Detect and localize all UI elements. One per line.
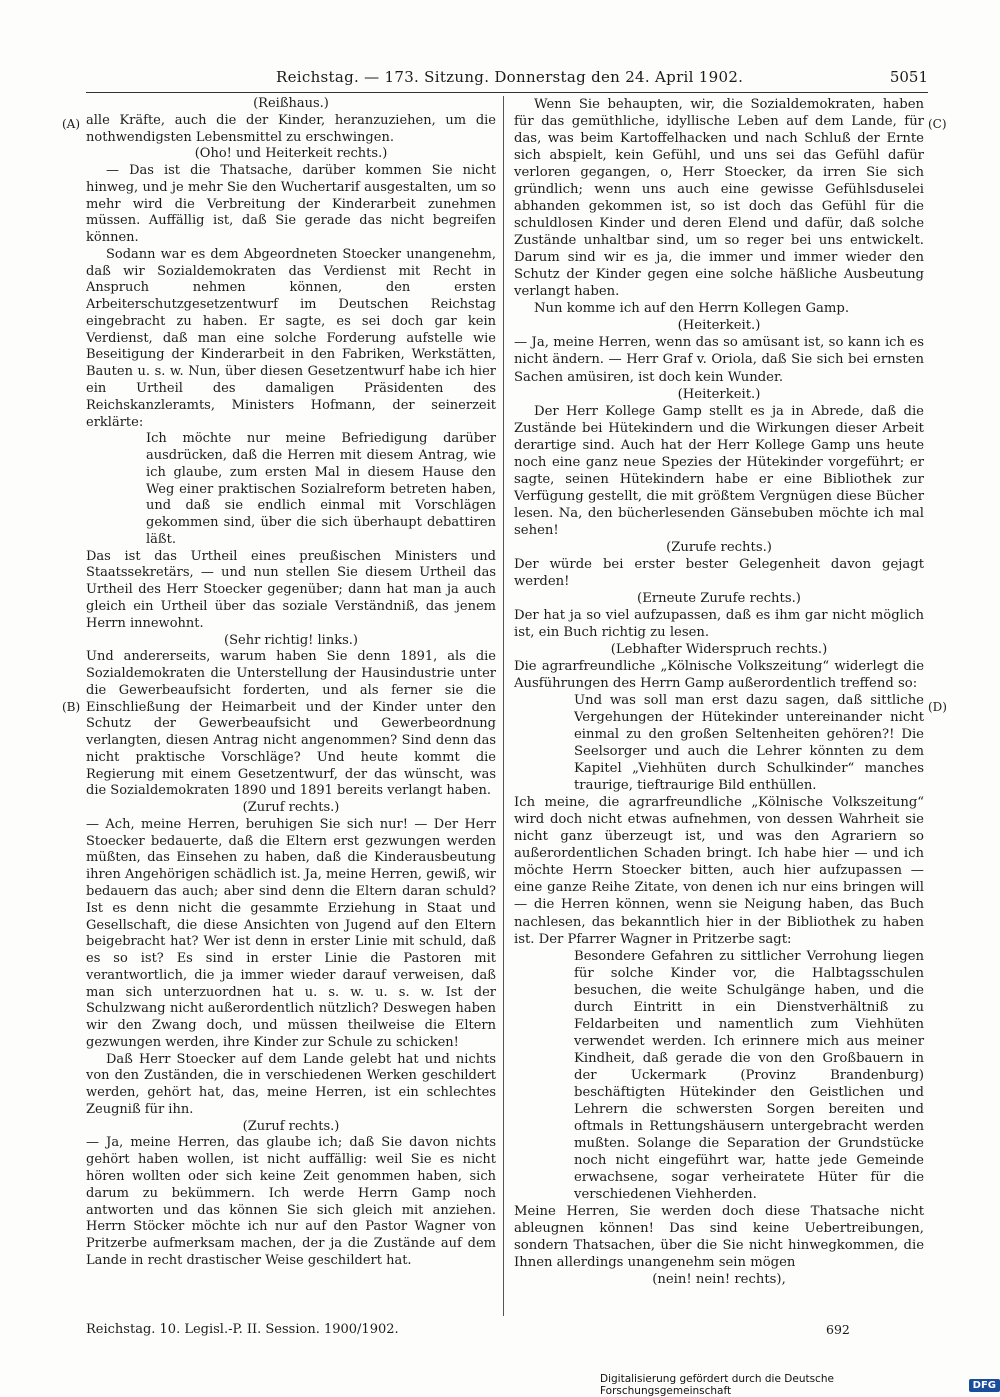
left-paragraph: Und andererseits, warum haben Sie denn 1891, als die Sozialdemokraten die Unterstellung der Hausindustrie unter die Gewerbeaufsicht forderten, und als ferner sie die Einschließung der Heimarbeit und der Kinder unter den Schutz der Gewerbeaufsicht und Gewerbeordnung verlangten, diesen Antrag nicht angenommen? Sind denn das nicht praktische Vorschläge? Und heute kommt die Regierung mit einem Gesetzentwurf, der das wünscht, was die Sozialdemokraten 1890 und 1891 bereits verlangt haben. (86, 649, 496, 799)
left-paragraph: — Ja, meine Herren, das glaube ich; daß Sie davon nichts gehört haben wollen, ist nicht auffällig: weil Sie es nicht hören wollten oder sich keine Zeit genommen haben, sich darum zu bekümmern. Ich werde Herrn Gamp noch antworten und das können Sie sich gleich mit anziehen. Herrn Stöcker möchte ich nur auf den Pastor Wagner von Pritzerbe aufmerksam machen, der ja die Zustände auf dem Lande in recht drastischer Weise geschildert hat. (86, 1135, 496, 1268)
running-header (86, 64, 928, 92)
right-interjection: (Erneute Zurufe rechts.) (637, 590, 801, 606)
right-paragraph: Nun komme ich auf den Herrn Kollegen Gamp. (534, 301, 850, 317)
left-interjection: (Oho! und Heiterkeit rechts.) (194, 146, 388, 162)
dfg-logo: DFG (969, 1379, 1000, 1392)
footer-imprint: Reichstag. 10. Legisl.-P. II. Session. 1900/1902. (86, 1322, 399, 1337)
left-quotation: Ich möchte nur meine Befriedigung darüber ausdrücken, daß die Herren mit diesem Antrag, wie ich glaube, zum ersten Mal in diesem Hause den Weg einer praktischen Sozialreform betreten haben, und daß sie endlich einmal mit Vorschlägen gekommen sind, über die sich überhaupt debattiren läßt. (146, 431, 496, 547)
right-quotation: Besondere Gefahren zu sittlicher Verrohung liegen für solche Kinder vor, die Halbtagsschulen besuchen, die weite Schulgänge haben, und die durch Eintritt in ein Dienstverhältniß zu Feldarbeiten und namentlich zum Viehhüten verwendet werden. Ich erinnere mich aus meiner Kindheit, daß gerade die von den Großbauern in der Uckermark (Provinz Brandenburg) beschäftigten Hütekinder den Geistlichen und Lehrern die schwersten Sorgen bereiten und oftmals in Rettungshäusern untergebracht werden mußten. Solange die Separation der Grundstücke noch nicht eingeführt war, hatte jede Gemeinde erwachsene, sogar verheiratete Hüter für die verschiedenen Viehherden. (574, 948, 924, 1202)
header-rule (86, 92, 928, 93)
running-title: Reichstag. — 173. Sitzung. Donnerstag den 24. April 1902. (276, 68, 744, 86)
right-paragraph: Meine Herren, Sie werden doch diese Thatsache nicht ableugnen können! Das sind keine Uebertreibungen, sondern Thatsachen, über die Sie nicht hinwegkommen, die Ihnen allerdings unangenehm sein mögen (514, 1204, 924, 1271)
digitization-note (600, 1373, 1000, 1397)
right-paragraph: Der hat ja so viel aufzupassen, daß es ihm gar nicht möglich ist, ein Buch richtig zu lesen. (514, 607, 924, 640)
left-interjection: (Sehr richtig! links.) (224, 632, 358, 648)
left-paragraph: Sodann war es dem Abgeordneten Stoecker unangenehm, daß wir Sozialdemokraten das Verdienst mit Recht in Anspruch nehmen können, den ersten Arbeiterschutzgesetzentwurf im Deutschen Reichstag eingebracht zu haben. Er sagte, es sei doch gar kein Verdienst, daß man eine solche Forderung aufstelle wie Beseitigung der Kinderarbeit in den Fabriken, Werkstätten, Bauten u. s. w. Nun, über diesen Gesetzentwurf habe ich hier ein Urtheil des damaligen Präsidenten des Reichskanzleramts, Ministers Hofmann, der seinerzeit erklärte: (86, 246, 496, 430)
left-paragraph: Daß Herr Stoecker auf dem Lande gelebt hat und nichts von den Zuständen, die in verschiedenen Werken geschildert werden, gehört hat, das, meine Herren, ist ein schlechtes Zeugniß für ihn. (86, 1051, 496, 1117)
right-quotation: Und was soll man erst dazu sagen, daß sittliche Vergehungen der Hütekinder untereinander nicht einmal zu den großen Seltenheiten gehören?! Die Seelsorger und auch die Lehrer könnten zu dem Kapitel „Viehhüten durch Schulkinder“ manches traurige, tieftraurige Bild enthüllen. (574, 693, 924, 794)
left-column (86, 96, 496, 1270)
left-paragraph: alle Kräfte, auch die der Kinder, heranzuziehen, um die nothwendigsten Lebensmittel zu erschwingen. (86, 112, 496, 145)
left-paragraph: — Das ist die Thatsache, darüber kommen Sie nicht hinweg, und je mehr Sie den Wuchertarif ausgestalten, um so mehr wird die Verbreitung der Kinderarbeit zunehmen müssen. Auffällig ist, daß Sie gerade das nicht begreifen können. (86, 163, 496, 246)
footer-signature: 692 (826, 1322, 850, 1337)
margin-label-d: (D) (928, 700, 947, 714)
left-interjection: (Zuruf rechts.) (242, 800, 340, 816)
right-column (514, 96, 924, 1288)
right-paragraph: Die agrarfreundliche „Kölnische Volkszeitung“ widerlegt die Ausführungen des Herrn Gamp außerordentlich treffend so: (514, 659, 924, 692)
margin-label-a: (A) (62, 117, 81, 131)
margin-label-c: (C) (928, 117, 947, 131)
digitization-text: Digitalisierung gefördert durch die Deutsche Forschungsgemeinschaft (600, 1373, 834, 1397)
right-paragraph: Wenn Sie behaupten, wir, die Sozialdemokraten, haben für das gemüthliche, idyllische Leben auf dem Lande, für das, was beim Kartoffelhacken und nach Schluß der Ernte sich abspielt, kein Gefühl, und uns sei das Gefühl dafür verloren gegangen, o, Herr Stoecker, da irren Sie sich gründlich; wenn uns auch eine gewisse Gefühlsduselei abhanden gekommen ist, so ist doch das Gefühl für die schuldlosen Kinder und deren Elend und dafür, daß solche Zustände unhaltbar sind, um so reger bei uns entwickelt. Darum sind wir es ja, die immer und immer wieder den Schutz der Kinder gegen eine solche häßliche Ausbeutung verlangt haben. (514, 97, 924, 300)
right-paragraph: — Ja, meine Herren, wenn das so amüsant ist, so kann ich es nicht ändern. — Herr Graf v. Oriola, daß Sie sich bei ernsten Sachen amüsiren, ist doch kein Wunder. (514, 335, 924, 385)
left-paragraph: — Ach, meine Herren, beruhigen Sie sich nur! — Der Herr Stoecker bedauerte, daß die Eltern erst gezwungen werden müßten, das Einsehen zu haben, daß die Kinderausbeutung ihren Angehörigen schädlich ist. Ja, meine Herren, gewiß, wir bedauern das auch; aber sind denn die Eltern daran schuld? Ist es denn nicht die gesammte Erziehung in Staat und Gesellschaft, die diese Ansichten von Jugend auf den Eltern beigebracht hat? Wer ist denn in erster Linie mit schuld, daß es so ist? Es sind in erster Linie die Pastoren mit verantwortlich, die ja immer wieder darauf verweisen, daß man sich unterzuordnen hat u. s. w. u. s. w. Ist der Schulzwang nicht außerordentlich nützlich? Deswegen haben wir den Zwang doch, und müssen theilweise die Eltern gezwungen werden, ihre Kinder zur Schule zu schicken! (86, 816, 496, 1050)
right-interjection: (Heiterkeit.) (677, 318, 761, 334)
right-paragraph: Der würde bei erster bester Gelegenheit davon gejagt werden! (514, 556, 924, 589)
column-divider (503, 96, 504, 1316)
right-interjection: (nein! nein! rechts), (652, 1272, 786, 1288)
right-interjection: (Zurufe rechts.) (666, 539, 772, 555)
left-interjection: (Reißhaus.) (253, 96, 329, 111)
right-paragraph: Der Herr Kollege Gamp stellt es ja in Abrede, daß die Zustände bei Hütekindern und die Wirkungen dieser Arbeit derartige sind. Auch hat der Herr Kollege Gamp uns heute noch eine ganz neue Spezies der Hütekinder vorgeführt; er sagte, seinen Hütekindern habe er eine Bibliothek zur Verfügung gestellt, die mit größtem Vergnügen diese Bücher lesen. Na, den bücherlesenden Gänsebuben möchte ich mal sehen! (514, 403, 924, 538)
margin-label-b: (B) (62, 700, 81, 714)
left-paragraph: Das ist das Urtheil eines preußischen Ministers und Staatssekretärs, — und nun stellen Sie diesem Urtheil das Urtheil des Herr Stoecker gegenüber; dann hat man ja auch gleich ein Urtheil über das soziale Verständniß, das jenem Herrn innewohnt. (86, 548, 496, 631)
left-interjection: (Zuruf rechts.) (242, 1118, 340, 1134)
right-paragraph: Ich meine, die agrarfreundliche „Kölnische Volkszeitung“ wird doch nicht etwas aufnehmen, von dessen Wahrheit sie nicht ganz überzeugt ist, und was den Agrariern so außerordentlichen Schaden bringt. Ich habe hier — und ich möchte Herrn Stoecker bitten, auch hier aufzupassen — eine ganze Reihe Zitate, von denen ich nur eins bringen will — die Herren können, wenn sie Neigung haben, das Buch nachlesen, das bekanntlich hier in der Bibliothek zu haben ist. Der Pfarrer Wagner in Pritzerbe sagt: (514, 795, 924, 947)
right-interjection: (Heiterkeit.) (677, 386, 761, 402)
page-number: 5051 (889, 68, 928, 86)
right-interjection: (Lebhafter Widerspruch rechts.) (610, 642, 828, 657)
